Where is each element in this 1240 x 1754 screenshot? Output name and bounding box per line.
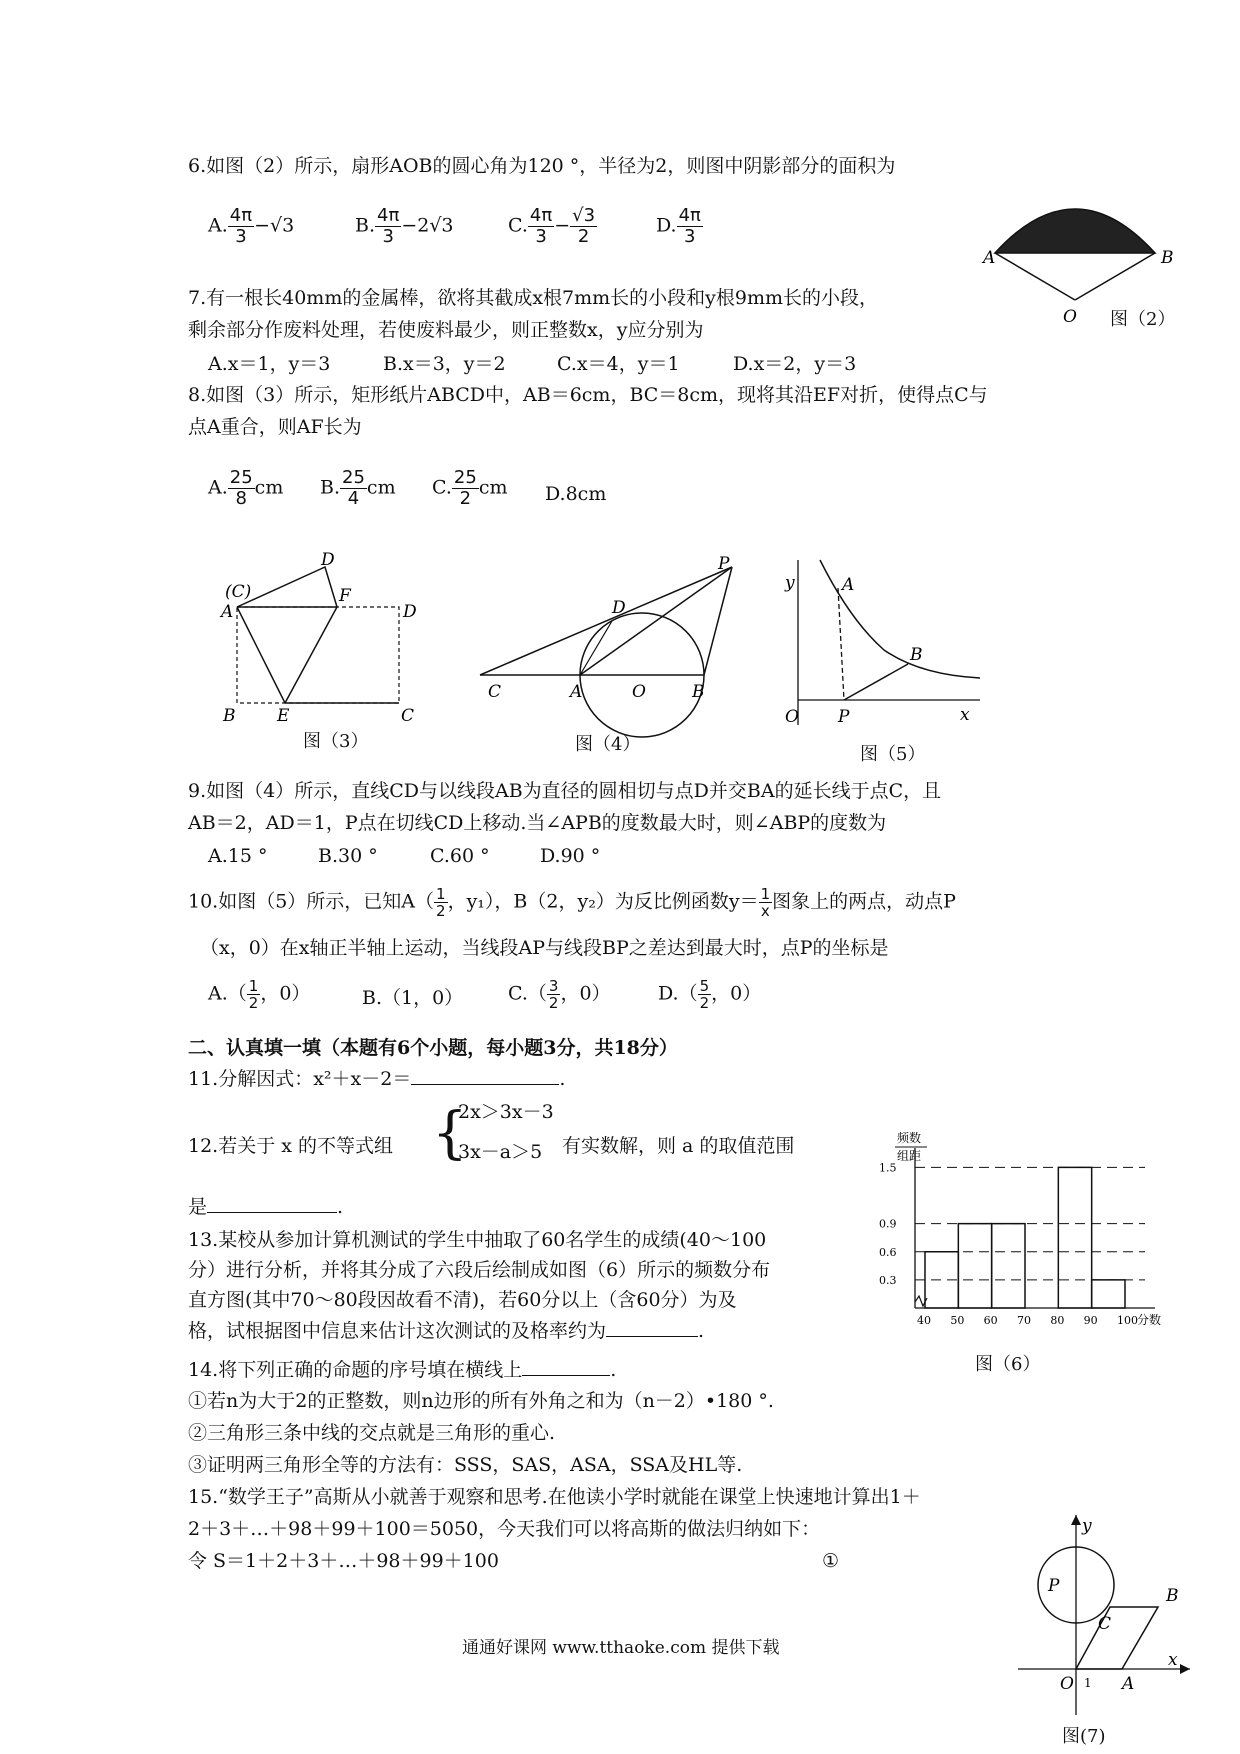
q14-item-1: ①若n为大于2的正整数，则n边形的所有外角之和为（n－2）•180 °.	[188, 1390, 774, 1412]
q6-option-a: A. $\frac{4\pi}{3}$ −√3	[208, 205, 295, 247]
fig4-label-c: C	[488, 682, 502, 702]
q12-answer-blank	[207, 1194, 337, 1213]
fig7-label-o: O	[1060, 1674, 1074, 1694]
fig3-label-c: C	[401, 706, 415, 726]
figure-5	[780, 560, 980, 730]
q8-line2: 点A重合，则AF长为	[188, 416, 362, 438]
fig4-label-p: P	[718, 554, 730, 574]
q10-option-d: D.（ $\frac{5}{2}$ ，0）	[658, 977, 762, 1012]
fig3-label-c-paren: (C)	[225, 582, 252, 602]
q12-line2: 是 .	[188, 1196, 344, 1218]
fig7-label-a: A	[1122, 1674, 1135, 1694]
q8-option-a: A. $\frac{25}{8}$ cm	[208, 467, 284, 509]
q14-item-3: ③证明两三角形全等的方法有：SSS，SAS，ASA，SSA及HL等.	[188, 1454, 743, 1476]
fig3-label-d2: D	[403, 602, 417, 622]
hist-xunit: 分数	[1137, 1313, 1162, 1327]
fig6-caption: 图（6）	[975, 1354, 1041, 1375]
q7-option-b: B.x＝3，y＝2	[383, 353, 506, 375]
q14-answer-blank	[522, 1357, 610, 1376]
fig4-caption: 图（4）	[575, 734, 641, 755]
fig5-label-a: A	[842, 575, 855, 595]
q12-ineq2: 3x－a＞5	[458, 1141, 543, 1163]
q11-answer-blank	[411, 1066, 559, 1085]
q13-line3: 直方图(其中70～80段因故看不清)，若60分以上（含60分）为及	[188, 1289, 737, 1311]
q6-stem: 6.如图（2）所示，扇形AOB的圆心角为120 °，半径为2，则图中阴影部分的面积为	[188, 155, 896, 177]
fig4-label-b: B	[692, 682, 705, 702]
q8-option-c: C. $\frac{25}{2}$ cm	[432, 467, 508, 509]
hist-xtick-label: 70	[1017, 1314, 1031, 1327]
hist-ytick-label: 0.3	[879, 1273, 897, 1287]
fig7-label-c: C	[1098, 1614, 1112, 1634]
q8-option-b: B. $\frac{25}{4}$ cm	[320, 467, 396, 509]
q15-line1: 15.“数学王子”高斯从小就善于观察和思考.在他读小学时就能在课堂上快速地计算出1＋	[188, 1486, 921, 1508]
hist-xtick-label: 50	[950, 1314, 965, 1327]
hist-xtick-label: 40	[917, 1314, 931, 1327]
fig3-caption: 图（3）	[303, 731, 369, 752]
figure-4	[470, 555, 750, 735]
q7-option-d: D.x＝2，y＝3	[733, 353, 857, 375]
fig4-label-d: D	[612, 598, 626, 618]
fig5-label-o: O	[785, 707, 799, 727]
hist-bar	[992, 1224, 1025, 1308]
q10-line2: （x，0）在x轴正半轴上运动，当线段AP与线段BP之差达到最大时，点P的坐标是	[200, 937, 889, 959]
q7-option-a: A.x＝1，y＝3	[208, 353, 331, 375]
fig2-label-o: O	[1063, 307, 1077, 327]
section-2-title: 二、认真填一填（本题有6个小题，每小题3分，共18分）	[188, 1037, 678, 1059]
fig5-label-y: y	[785, 573, 795, 593]
hist-xtick-label: 100	[1117, 1314, 1138, 1327]
q7-option-c: C.x＝4，y＝1	[557, 353, 680, 375]
q10-line1: 10.如图（5）所示，已知A（ $\frac{1}{2}$ ，y₁），B（2，y₂）为反比例函数y＝ $\frac{1}{x}$ 图象上的两点，动点P	[188, 885, 956, 920]
hist-ytick-label: 1.5	[879, 1161, 897, 1175]
fig7-label-b: B	[1166, 1586, 1179, 1606]
hist-xtick-label: 60	[983, 1314, 998, 1327]
fig2-shaded-segment	[995, 209, 1155, 253]
fig3-label-f: F	[339, 586, 351, 606]
q12-pre: 12.若关于 x 的不等式组	[188, 1135, 394, 1157]
q9-line2: AB＝2，AD＝1，P点在切线CD上移动.当∠APB的度数最大时，则∠ABP的度数为	[188, 812, 887, 834]
q9-option-d: D.90 °	[540, 845, 601, 867]
hist-xtick-label: 80	[1050, 1314, 1065, 1327]
q13-line1: 13.某校从参加计算机测试的学生中抽取了60名学生的成绩(40～100	[188, 1229, 767, 1251]
q12-ineq1: 2x＞3x－3	[458, 1101, 554, 1123]
q13-line2: 分）进行分析，并将其分成了六段后绘制成如图（6）所示的频数分布	[188, 1259, 771, 1281]
fig5-label-x: x	[960, 705, 970, 725]
fig4-label-o: O	[632, 682, 646, 702]
fig3-label-a: A	[221, 602, 234, 622]
q14-item-2: ②三角形三条中线的交点就是三角形的重心.	[188, 1422, 556, 1444]
fig4-label-a: A	[570, 682, 583, 702]
hist-bar	[958, 1224, 991, 1308]
fig7-label-one: 1	[1084, 1676, 1092, 1690]
hist-ylabel-top: 频数	[897, 1131, 922, 1145]
fig5-caption: 图（5）	[860, 744, 926, 765]
hist-bar	[1058, 1167, 1091, 1308]
q8-line1: 8.如图（3）所示，矩形纸片ABCD中，AB＝6cm，BC＝8cm，现将其沿EF对折，使得点C与	[188, 384, 988, 406]
fig5-label-b: B	[910, 645, 923, 665]
fig7-label-x: x	[1168, 1650, 1178, 1670]
fig2-caption: 图（2）	[1110, 309, 1176, 330]
fig7-label-y: y	[1082, 1516, 1092, 1536]
q6-option-c: C. $\frac{4\pi}{3}$ − $\frac{√3}{2}$	[508, 205, 596, 247]
q9-option-b: B.30 °	[318, 845, 378, 867]
q13-line4: 格，试根据图中信息来估计这次测试的及格率约为 .	[188, 1320, 705, 1342]
q15-line3: 令 S＝1＋2＋3＋…＋98＋99＋100	[188, 1550, 499, 1572]
figure-7	[1018, 1515, 1198, 1715]
q12-post: 有实数解，则 a 的取值范围	[562, 1135, 795, 1157]
q9-line1: 9.如图（4）所示，直线CD与以线段AB为直径的圆相切与点D并交BA的延长线于点C，且	[188, 780, 942, 802]
q15-marker: ①	[822, 1550, 840, 1572]
q12-brace: {	[432, 1101, 468, 1166]
q8-option-d: D.8cm	[545, 483, 607, 505]
footer-text: 通通好课网 www.tthaoke.com 提供下载	[462, 1638, 780, 1658]
q10-option-c: C.（ $\frac{3}{2}$ ，0）	[508, 977, 611, 1012]
hist-xtick-label: 90	[1083, 1314, 1098, 1327]
figure-3	[215, 550, 417, 726]
q11: 11.分解因式：x²＋x－2＝ .	[188, 1068, 566, 1090]
q10-option-b: B.（1，0）	[362, 987, 464, 1009]
fig3-label-b: B	[223, 706, 236, 726]
q6-option-b: B. $\frac{4\pi}{3}$ −2√3	[355, 205, 454, 247]
fig7-label-p: P	[1048, 1576, 1060, 1596]
fig3-label-d1: D	[321, 550, 335, 570]
hist-bar	[1092, 1280, 1125, 1308]
q13-answer-blank	[606, 1318, 698, 1337]
q14-stem: 14.将下列正确的命题的序号填在横线上 .	[188, 1359, 617, 1381]
fig2-label-b: B	[1161, 248, 1174, 268]
q15-line2: 2＋3＋…＋98＋99＋100＝5050，今天我们可以将高斯的做法归纳如下：	[188, 1518, 821, 1540]
q6-option-d: D. $\frac{4\pi}{3}$	[656, 205, 701, 247]
fig5-label-p: P	[838, 707, 850, 727]
q9-option-a: A.15 °	[208, 845, 268, 867]
q7-line2: 剩余部分作废料处理，若使废料最少，则正整数x，y应分别为	[188, 319, 704, 341]
hist-ytick-label: 0.9	[879, 1217, 897, 1231]
fig7-caption: 图(7)	[1062, 1726, 1106, 1747]
hist-ytick-label: 0.6	[879, 1245, 897, 1259]
figure-6-histogram	[855, 1128, 1175, 1338]
q7-line1: 7.有一根长40mm的金属棒，欲将其截成x根7mm长的小段和y根9mm长的小段，	[188, 287, 879, 309]
q9-option-c: C.60 °	[430, 845, 490, 867]
fig2-label-a: A	[983, 248, 996, 268]
q10-option-a: A.（ $\frac{1}{2}$ ，0）	[208, 977, 311, 1012]
fig3-label-e: E	[277, 706, 290, 726]
hist-ylabel-bottom: 组距	[897, 1149, 922, 1163]
